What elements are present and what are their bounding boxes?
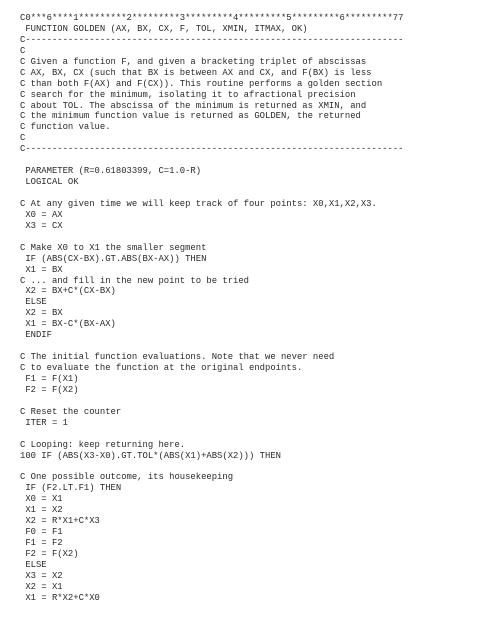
code-line: C the minimum function value is returned as GOLDEN, the returned (20, 111, 361, 122)
code-line: X3 = X2 (20, 570, 63, 581)
code-line: X0 = AX (20, 209, 63, 220)
code-line: C (20, 133, 26, 144)
code-line: C AX, BX, CX (such that BX is between AX and CX, and F(BX) is less (20, 67, 372, 78)
code-line: C Reset the counter (20, 406, 122, 417)
code-line: C One possible outcome, its housekeeping (20, 472, 234, 483)
code-line: C----------------------------------------------------------------------- (20, 144, 404, 155)
code-line: F1 = F(X1) (20, 373, 79, 384)
code-line: ELSE (20, 559, 47, 570)
code-line: C Given a function F, and given a bracketing triplet of abscissas (20, 56, 367, 67)
code-line: C0***6****1*********2*********3*********4*********5*********6*********77 (20, 13, 404, 23)
code-line: X2 = BX+C*(CX-BX) (20, 286, 116, 297)
code-line: FUNCTION GOLDEN (AX, BX, CX, F, TOL, XMIN, ITMAX, OK) (20, 23, 308, 34)
code-line (20, 429, 482, 440)
code-line: X2 = X1 (20, 581, 63, 592)
code-line: LOGICAL OK (20, 177, 79, 188)
code-line: F2 = F(X2) (20, 384, 79, 395)
code-line: X1 = BX (20, 264, 63, 275)
code-line: ENDIF (20, 330, 52, 341)
code-line: C----------------------------------------------------------------------- (20, 34, 404, 45)
code-line: C than both F(AX) and F(CX)). This routine performs a golden section (20, 78, 383, 89)
code-line: ITER = 1 (20, 417, 68, 428)
code-line: X1 = R*X2+C*X0 (20, 592, 100, 603)
code-line: X1 = BX-C*(BX-AX) (20, 319, 116, 330)
code-line: C At any given time we will keep track of four points: X0,X1,X2,X3. (20, 198, 377, 209)
code-line (20, 461, 482, 472)
code-line: C ... and fill in the new point to be tried (20, 275, 250, 286)
code-line: C search for the minimum, isolating it to afractional precision (20, 89, 356, 100)
code-line: C function value. (20, 122, 111, 133)
code-line: ELSE (20, 297, 47, 308)
code-line: C Make X0 to X1 the smaller segment (20, 242, 207, 253)
code-line: X2 = BX (20, 308, 63, 319)
code-line: IF (ABS(CX-BX).GT.ABS(BX-AX)) THEN (20, 253, 207, 264)
code-line: X0 = X1 (20, 494, 63, 505)
code-line: C to evaluate the function at the original endpoints. (20, 363, 303, 373)
code-line: C The initial function evaluations. Note that we never need (20, 352, 335, 363)
code-line: PARAMETER (R=0.61803399, C=1.0-R) (20, 166, 202, 177)
code-line: F2 = F(X2) (20, 548, 79, 559)
code-line (20, 341, 482, 352)
code-line: IF (F2.LT.F1) THEN (20, 483, 122, 494)
code-line: F0 = F1 (20, 527, 63, 538)
code-line (20, 232, 482, 243)
code-line: C (20, 45, 26, 56)
code-line (20, 155, 482, 166)
code-line (20, 188, 482, 199)
fortran-source-listing (20, 13, 482, 604)
code-line: X3 = CX (20, 220, 63, 231)
code-line: C about TOL. The abscissa of the minimum is returned as XMIN, and (20, 100, 367, 111)
code-line (20, 396, 482, 407)
code-line: C Looping: keep returning here. (20, 439, 186, 450)
code-line: F1 = F2 (20, 538, 63, 548)
code-line: X1 = X2 (20, 505, 63, 516)
code-line: 100 IF (ABS(X3-X0).GT.TOL*(ABS(X1)+ABS(X2))) THEN (20, 450, 281, 461)
code-line: X2 = R*X1+C*X3 (20, 516, 100, 527)
